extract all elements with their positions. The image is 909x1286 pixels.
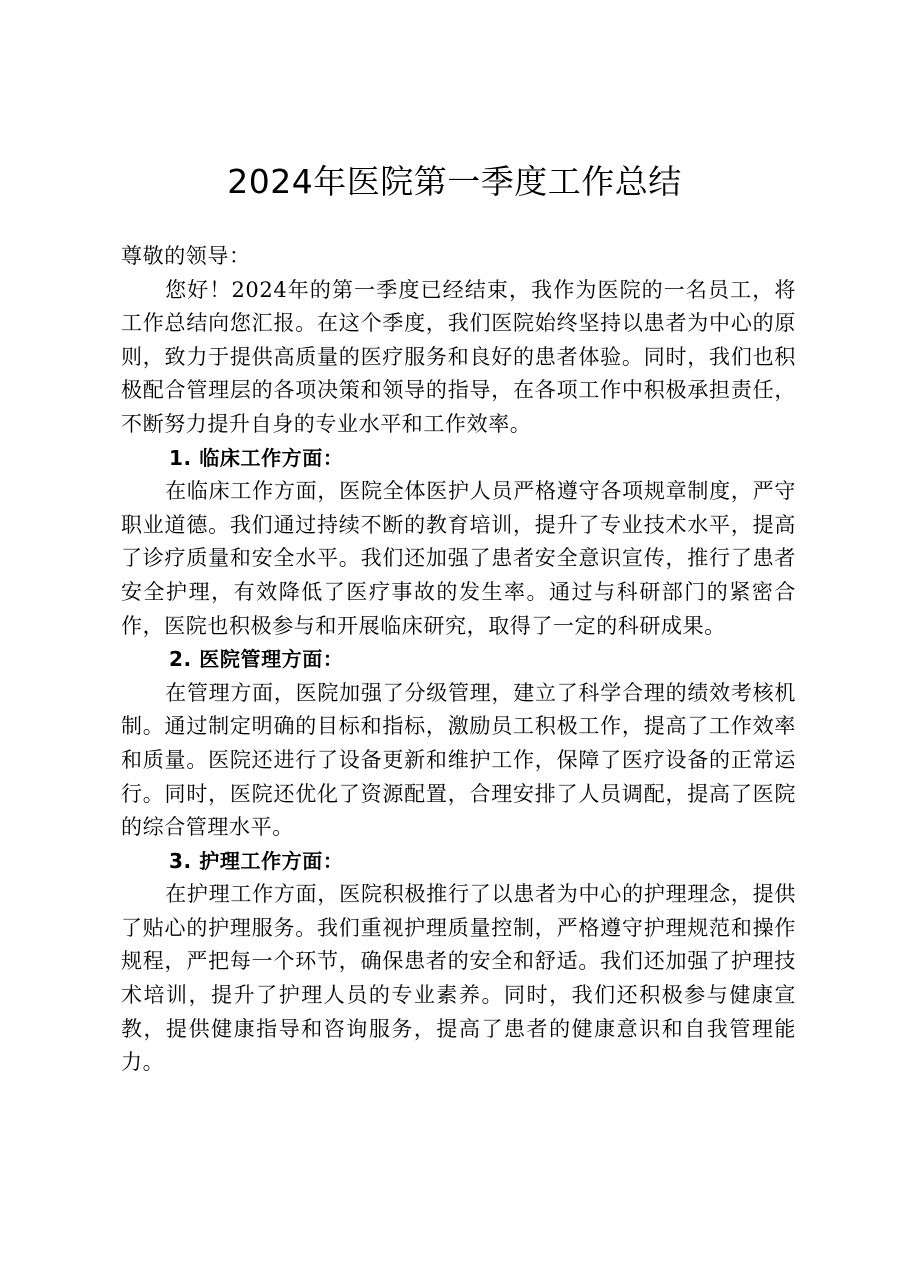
section-paragraph-management: 在管理方面，医院加强了分级管理，建立了科学合理的绩效考核机制。通过制定明确的目标和指标，激励员工积极工作，提高了工作效率和质量。医院还进行了设备更新和维护工作，保障了医疗设备的正常运行。同时，医院还优化了资源配置，合理安排了人员调配，提高了医院的综合管理水平。 <box>121 680 796 840</box>
document-body <box>121 240 796 1080</box>
section-heading-nursing: 3. 护理工作方面： <box>169 848 344 873</box>
intro-paragraph: 您好！2024年的第一季度已经结束，我作为医院的一名员工，将工作总结向您汇报。在这个季度，我们医院始终坚持以患者为中心的原则，致力于提供高质量的医疗服务和良好的患者体验。同时，我们也积极配合管理层的各项决策和领导的指导，在各项工作中积极承担责任，不断努力提升自身的专业水平和工作效率。 <box>121 277 796 436</box>
section-heading-management: 2. 医院管理方面： <box>169 647 344 672</box>
section-heading-clinical: 1. 临床工作方面： <box>169 445 344 470</box>
salutation: 尊敬的领导： <box>121 244 251 268</box>
section-paragraph-clinical: 在临床工作方面，医院全体医护人员严格遵守各项规章制度，严守职业道德。我们通过持续不断的教育培训，提升了专业技术水平，提高了诊疗质量和安全水平。我们还加强了患者安全意识宣传，推行了患者安全护理，有效降低了医疗事故的发生率。通过与科研部门的紧密合作，医院也积极参与和开展临床研究，取得了一定的科研成果。 <box>121 479 796 638</box>
section-paragraph-nursing: 在护理工作方面，医院积极推行了以患者为中心的护理理念，提供了贴心的护理服务。我们重视护理质量控制，严格遵守护理规范和操作规程，严把每一个环节，确保患者的安全和舒适。我们还加强了护理技术培训，提升了护理人员的专业素养。同时，我们还积极参与健康宣教，提供健康指导和咨询服务，提高了患者的健康意识和自我管理能力。 <box>121 882 796 1075</box>
document-title: 2024年医院第一季度工作总结 <box>227 162 682 201</box>
